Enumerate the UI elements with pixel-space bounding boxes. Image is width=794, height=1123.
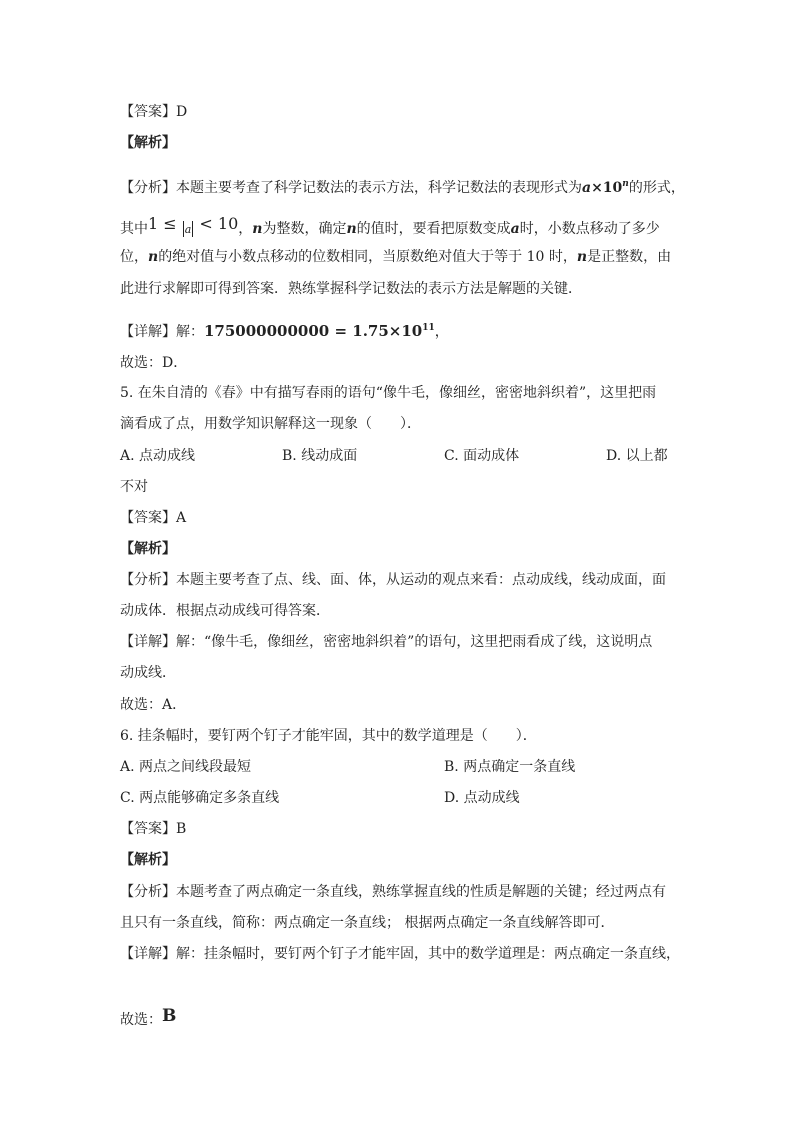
q6-analysis-heading: 【解析】 xyxy=(120,852,176,868)
q5-detail-line1: 【详解】解：“像牛毛，像细丝，密密地斜织着”的语句，这里把雨看成了线，这说明点 xyxy=(120,634,653,650)
q4-line3-text-c: 是正整数，由 xyxy=(587,249,672,265)
q4-n2: n xyxy=(346,221,357,237)
q6-choose xyxy=(120,1006,176,1030)
q5-answer: 【答案】A xyxy=(120,510,187,526)
q5-fenxi-line1: 【分析】本题主要考查了点、线、面、体，从运动的观点来看：点动成线，线动成面，面 xyxy=(120,572,666,588)
q5-option-d: D. 以上都 xyxy=(606,448,668,464)
q6-choose-text: 故选： xyxy=(120,1012,162,1028)
q4-detail-text-a: 【详解】解： xyxy=(120,324,204,340)
q4-detail-exp: 11 xyxy=(422,323,435,333)
q4-answer: 【答案】D xyxy=(120,104,188,120)
q4-ineq-left: 1 ≤ xyxy=(148,214,182,233)
q6-choose-letter: B xyxy=(162,1006,177,1026)
q5-option-d-continued: 不对 xyxy=(120,479,148,495)
q6-option-d: D. 点动成线 xyxy=(444,790,520,806)
q6-option-a: A. 两点之间线段最短 xyxy=(120,759,252,775)
q6-stem: 6. 挂条幅时，要钉两个钉子才能牢固，其中的数学道理是（ ）． xyxy=(120,728,537,744)
q4-fenxi-line2 xyxy=(120,214,660,240)
q4-formula-a: a xyxy=(582,180,592,196)
q5-fenxi-line2: 动成体．根据点动成线可得答案． xyxy=(120,603,330,619)
q5-analysis-heading: 【解析】 xyxy=(120,541,176,557)
q6-detail: 【详解】解：挂条幅时，要钉两个钉子才能牢固，其中的数学道理是：两点确定一条直线， xyxy=(120,946,680,962)
q4-line2-text-e: 时，小数点移动了多少 xyxy=(519,221,660,237)
q4-detail-text-b: ， xyxy=(434,324,449,340)
q4-line2-text-a: 其中 xyxy=(120,221,148,237)
q4-fenxi-line4: 此进行求解即可得到答案．熟练掌握科学记数法的表示方法是解题的关键． xyxy=(120,281,582,297)
q5-option-a: A. 点动成线 xyxy=(120,448,196,464)
q4-choose: 故选：D． xyxy=(120,355,188,371)
q5-stem-line2: 滴看成了点，用数学知识解释这一现象（ ）． xyxy=(120,416,421,432)
q6-option-c: C. 两点能够确定多条直线 xyxy=(120,790,280,806)
q5-option-c: C. 面动成体 xyxy=(444,448,520,464)
q6-fenxi-line2: 且只有一条直线，简称：两点确定一条直线； 根据两点确定一条直线解答即可． xyxy=(120,915,615,931)
q5-choose: 故选：A． xyxy=(120,697,187,713)
q4-line3-text-a: 位， xyxy=(120,249,148,265)
q4-detail-formula: 175000000000 = 1.75×10 xyxy=(204,322,423,340)
q6-answer: 【答案】B xyxy=(120,821,187,837)
q4-line2-text-b: ， xyxy=(238,221,253,237)
q6-option-b: B. 两点确定一条直线 xyxy=(444,759,576,775)
q5-detail-line2: 动成线． xyxy=(120,665,176,681)
q4-ineq-a: a xyxy=(184,223,192,236)
q4-fenxi-text-a: 【分析】本题主要考查了科学记数法的表示方法，科学记数法的表现形式为 xyxy=(120,180,582,196)
q4-ineq-right: < 10 xyxy=(194,214,239,233)
q4-detail xyxy=(120,318,449,342)
q4-n1: n xyxy=(252,221,263,237)
q4-n3: n xyxy=(148,249,159,265)
q4-fenxi-line1 xyxy=(120,174,685,198)
q4-line3-text-b: 的绝对值与小数点移动的位数相同，当原数绝对值大于等于 10 时， xyxy=(158,249,577,265)
q4-line2-text-d: 的值时，要看把原数变成 xyxy=(356,221,511,237)
abs-bar-left xyxy=(183,221,184,237)
q4-analysis-heading: 【解析】 xyxy=(120,135,176,151)
q4-n4: n xyxy=(576,249,588,265)
q5-stem-line1: 5. 在朱自清的《春》中有描写春雨的语句“像牛毛，像细丝，密密地斜织着”，这里把雨 xyxy=(120,385,657,401)
q5-option-b: B. 线动成面 xyxy=(282,448,358,464)
q4-fenxi-line3 xyxy=(120,247,671,267)
q4-formula-n: n xyxy=(622,179,629,189)
q4-fenxi-text-b: 的形式， xyxy=(628,180,685,196)
q4-a2: a xyxy=(510,221,520,237)
q4-line2-text-c: 为整数，确定 xyxy=(262,221,347,237)
q6-fenxi-line1: 【分析】本题考查了两点确定一条直线，熟练掌握直线的性质是解题的关键；经过两点有 xyxy=(120,884,666,900)
q4-formula-times: ×10 xyxy=(591,180,623,196)
